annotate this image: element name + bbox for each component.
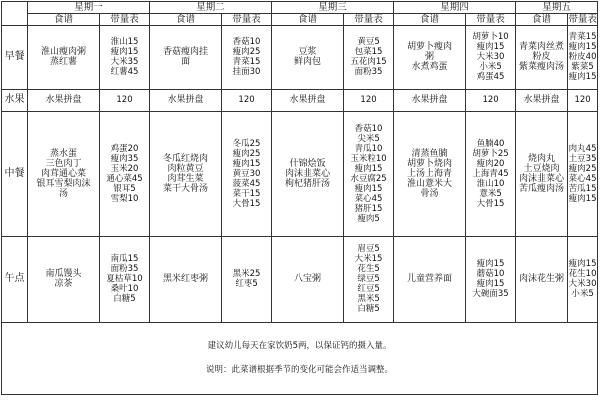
recipe-cell: 水果拼盘 — [150, 89, 222, 111]
weekly-menu-sheet — [1, 1, 597, 399]
recipe-header: 食谱 — [516, 14, 568, 26]
meal-row-snack — [2, 236, 598, 322]
amount-cell: 香菇10 瘦肉25 青菜15 挂面30 — [222, 26, 272, 90]
amount-cell: 淮山15 瘦肉15 大米35 红薯45 — [100, 26, 150, 90]
recipe-header: 食谱 — [394, 14, 466, 26]
amount-header: 带量表 — [222, 14, 272, 26]
amount-cell: 眉豆5 大米15 花生5 绿豆5 红豆5 黑米5 白糖5 — [344, 236, 394, 322]
recipe-cell: 儿童营养面 — [394, 236, 466, 322]
meal-row-breakfast — [2, 26, 598, 90]
recipe-cell: 南瓜馒头 凉茶 — [28, 236, 100, 322]
recipe-cell: 黑米红枣粥 — [150, 236, 222, 322]
meal-row-lunch — [2, 111, 598, 236]
recipe-cell: 胡萝卜瘦肉 粥 水煮鸡蛋 — [394, 26, 466, 90]
recipe-cell: 青菜肉丝煮 粉皮 紫菜瘦肉汤 — [516, 26, 568, 90]
row-label: 水果 — [2, 89, 28, 111]
amount-header: 带量表 — [568, 13, 597, 25]
recipe-cell: 水果拼盘 — [272, 89, 344, 111]
day-header-mon: 星期一 — [28, 2, 150, 14]
recipe-cell: 清蒸鱼腩 胡萝卜烧肉 上汤上海青 淮山薏米大 骨汤 — [394, 111, 466, 236]
amount-cell: 香菇10 尖米5 青瓜10 玉米粒10 瘦肉15 水豆腐25 瘦肉15 菜心45 猪肝15 瘦肉5 — [344, 111, 394, 236]
sub-header-row — [2, 14, 598, 26]
corner-cell — [2, 2, 28, 26]
footnote-cell — [2, 322, 598, 395]
recipe-cell: 什锦烩饭 肉沫韭菜心 枸杞猪肝汤 — [272, 111, 344, 236]
amount-cell: 黄豆5 包菜15 五花肉15 面粉35 — [344, 26, 394, 90]
recipe-header: 食谱 — [150, 14, 222, 26]
amount-cell: 冬瓜25 瘦肉25 瘦肉15 黄豆30 菠菜45 菜干15 大骨15 — [222, 111, 272, 236]
recipe-cell: 水果拼盘 — [28, 89, 100, 111]
recipe-cell: 烧肉丸 土豆烧肉 肉沫韭菜心 苦瓜瘦肉汤 — [516, 111, 568, 236]
recipe-header: 食谱 — [28, 14, 100, 26]
recipe-cell: 淮山瘦肉粥 蒸红薯 — [28, 26, 100, 90]
recipe-cell: 八宝粥 — [272, 236, 344, 322]
amount-cell: 胡萝卜10 瘦肉15 大米30 小米5 鸡蛋45 — [466, 26, 516, 90]
day-header-fri: 星期五 — [516, 2, 598, 14]
amount-cell: 南瓜15 面粉35 夏枯草10 桑叶10 白糖5 — [100, 236, 150, 322]
amount-cell: 120 — [568, 89, 598, 111]
recipe-header: 食谱 — [272, 14, 344, 26]
amount-cell: 120 — [466, 89, 516, 111]
amount-cell: 120 — [344, 89, 394, 111]
amount-header: 带量表 — [344, 14, 394, 26]
row-label: 中餐 — [2, 111, 28, 236]
recipe-cell: 冬瓜红烧肉 肉粒黄豆 肉茸生菜 菜干大骨汤 — [150, 111, 222, 236]
day-header-tue: 星期二 — [150, 2, 272, 14]
recipe-cell: 水果拼盘 — [394, 89, 466, 111]
amount-cell: 青菜15 瘦肉15 粉皮40 紫菜5 瘦肉15 — [568, 26, 598, 90]
amount-cell: 120 — [222, 89, 272, 111]
recipe-cell: 水果拼盘 — [516, 89, 568, 111]
row-label: 午点 — [2, 236, 28, 322]
footnote-milk: 建议幼儿每天在家饮奶5两，以保证钙的摄入量。 — [207, 341, 392, 352]
recipe-cell: 香菇瘦肉挂 面 — [150, 26, 222, 90]
amount-header: 带量表 — [100, 14, 150, 26]
day-header-wed: 星期三 — [272, 2, 394, 14]
amount-cell: 瘦肉15 蘑菇10 瘦肉15 大碗面35 — [466, 236, 516, 322]
footnote-seasonal: 说明：此菜谱根据季节的变化可能会作适当调整。 — [206, 365, 394, 376]
amount-cell: 黑米25 红枣5 — [222, 236, 272, 322]
amount-cell: 120 — [100, 89, 150, 111]
weekly-menu-table — [1, 1, 598, 395]
amount-header: 带量表 — [466, 14, 516, 26]
row-label: 早餐 — [2, 26, 28, 90]
day-header-thu: 星期四 — [394, 2, 516, 14]
amount-cell: 瘦肉15 花生10 大米30 小米5 — [568, 236, 598, 322]
amount-cell: 鱼腩40 胡萝卜25 瘦肉20 上海青45 淮山10 薏米5 大骨15 — [466, 111, 516, 236]
recipe-cell: 蒸水蛋 三色肉丁 肉茸通心菜 银耳雪梨肉沫 汤 — [28, 111, 100, 236]
recipe-cell: 肉沫花生粥 — [516, 236, 568, 322]
amount-cell: 肉丸45 土豆35 瘦肉25 菜心45 苦瓜15 瘦肉15 — [568, 111, 598, 236]
day-header-row — [2, 2, 598, 14]
meal-row-fruit — [2, 89, 598, 111]
amount-cell: 鸡蛋20 瘦肉35 玉米20 通心菜45 银耳5 雪梨10 — [100, 111, 150, 236]
recipe-cell: 豆浆 鲜肉包 — [272, 26, 344, 90]
footnote-row — [2, 322, 598, 395]
